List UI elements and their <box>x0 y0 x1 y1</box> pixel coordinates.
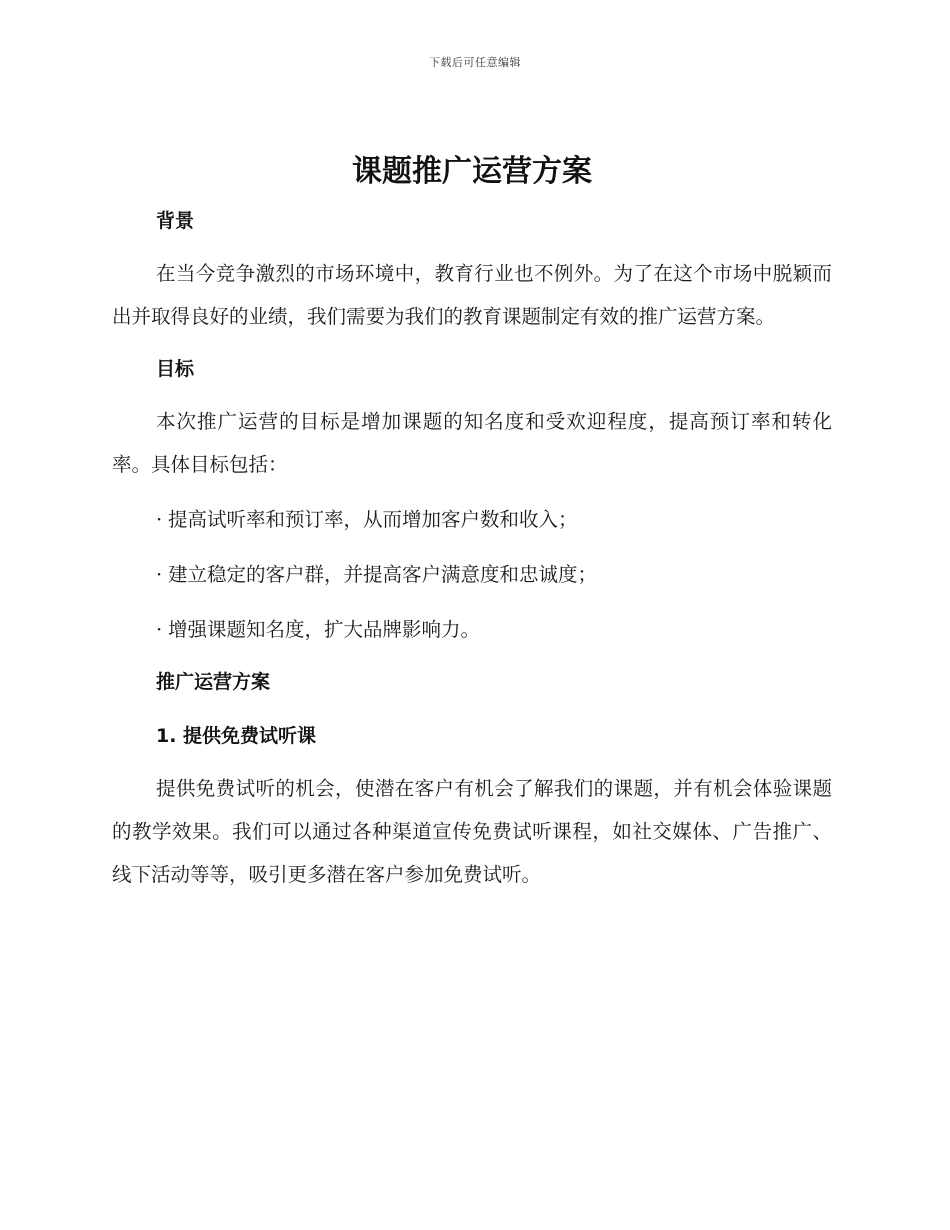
document-title: 课题推广运营方案 <box>352 154 592 189</box>
document-body <box>112 150 832 896</box>
goal-paragraph: 本次推广运营的目标是增加课题的知名度和受欢迎程度，提高预订率和转化率。具体目标包括： <box>112 410 832 476</box>
plan-paragraph: 提供免费试听的机会，使潜在客户有机会了解我们的课题，并有机会体验课题的教学效果。我们可以通过各种渠道宣传免费试听课程，如社交媒体、广告推广、线下活动等等，吸引更多潜在客户参加免费试听。 <box>112 777 832 886</box>
goal-bullet-text: 建立稳定的客户群，并提高客户满意度和忠诚度； <box>168 563 598 586</box>
header-note: 下载后可任意编辑 <box>429 56 521 69</box>
bullet-marker: · <box>156 563 163 586</box>
bullet-marker: · <box>156 508 163 531</box>
subsection-heading-free-trial: 1. 提供免费试听课 <box>156 725 317 747</box>
goal-bullet-item <box>112 498 832 541</box>
section-heading-plan: 推广运营方案 <box>156 671 271 693</box>
background-paragraph: 在当今竞争激烈的市场环境中，教育行业也不例外。为了在这个市场中脱颖而出并取得良好的业绩，我们需要为我们的教育课题制定有效的推广运营方案。 <box>112 262 832 328</box>
goal-bullet-item <box>112 553 832 596</box>
bullet-marker: · <box>156 618 163 641</box>
goal-bullet-text: 增强课题知名度，扩大品牌影响力。 <box>168 618 481 641</box>
goal-bullet-item <box>112 608 832 651</box>
goal-bullet-text: 提高试听率和预订率，从而增加客户数和收入； <box>168 508 578 531</box>
section-heading-goal: 目标 <box>156 358 195 380</box>
section-heading-background: 背景 <box>156 210 195 232</box>
